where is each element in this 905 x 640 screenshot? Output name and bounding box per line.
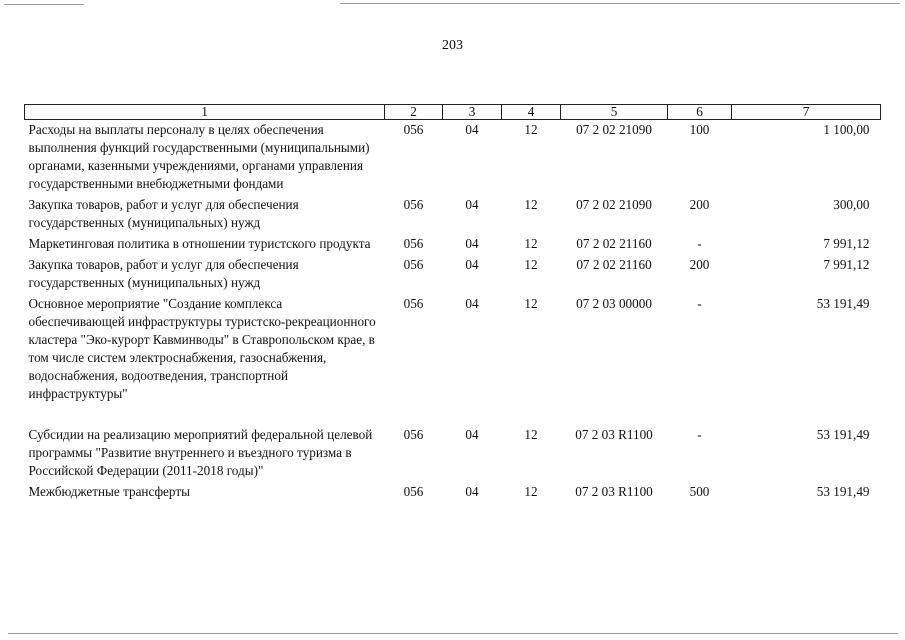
scan-edge-line-top-left — [4, 4, 84, 5]
row-target-article: 07 2 02 21090 — [576, 197, 652, 212]
table-row — [25, 195, 881, 234]
row-subsection: 12 — [524, 197, 538, 212]
row-ministry: 056 — [403, 122, 424, 137]
row-subsection: 12 — [524, 236, 538, 251]
table-header — [25, 105, 881, 120]
table-row — [25, 234, 881, 255]
row-section: 04 — [465, 197, 479, 212]
row-amount: 7 991,12 — [823, 257, 870, 272]
row-name: Межбюджетные трансферты — [28, 484, 190, 499]
row-amount: 53 191,49 — [816, 427, 870, 442]
row-ministry: 056 — [403, 236, 424, 251]
row-ministry: 056 — [403, 296, 424, 311]
row-name: Закупка товаров, работ и услуг для обеспечения государственных (муниципальных) нужд — [28, 197, 299, 230]
header-col-5: 5 — [561, 105, 668, 120]
row-subsection: 12 — [524, 257, 538, 272]
row-expense-type: - — [697, 296, 702, 311]
header-col-1: 1 — [25, 105, 385, 120]
page-number: 203 — [442, 38, 463, 53]
budget-table — [24, 104, 881, 503]
header-col-2: 2 — [385, 105, 443, 120]
row-expense-type: 500 — [689, 484, 710, 499]
row-name: Субсидии на реализацию мероприятий федеральной целевой программы "Развитие внутреннего и въездного туризма в Российской Федерации (2011-2018 годы)" — [28, 427, 373, 478]
row-name: Расходы на выплаты персоналу в целях обеспечения выполнения функций государственными (муниципальными) органами, казенными учреждениями, органами управления государственными внебюджетными фондами — [28, 122, 370, 191]
row-ministry: 056 — [403, 427, 424, 442]
row-ministry: 056 — [403, 197, 424, 212]
row-target-article: 07 2 03 R1100 — [575, 484, 653, 499]
row-ministry: 056 — [403, 257, 424, 272]
row-subsection: 12 — [524, 296, 538, 311]
row-expense-type: - — [697, 236, 702, 251]
row-target-article: 07 2 02 21160 — [576, 236, 652, 251]
table-row — [25, 255, 881, 294]
table-row — [25, 425, 881, 482]
row-target-article: 07 2 02 21090 — [576, 122, 652, 137]
row-target-article: 07 2 02 21160 — [576, 257, 652, 272]
row-name: Основное мероприятие "Создание комплекса обеспечивающей инфраструктуры туристско-рекреационного кластера "Эко-курорт Кавминводы" в Ставропольском крае, в том числе систем электроснабжения, газоснабжения, водоснабжения, водоотведения, транспортной инфраструктуры" — [28, 296, 376, 401]
row-expense-type: 200 — [689, 257, 710, 272]
row-amount: 7 991,12 — [823, 236, 870, 251]
row-name: Закупка товаров, работ и услуг для обеспечения государственных (муниципальных) нужд — [28, 257, 299, 290]
header-col-4: 4 — [502, 105, 561, 120]
row-amount: 53 191,49 — [816, 484, 870, 499]
header-col-6: 6 — [668, 105, 732, 120]
row-amount: 53 191,49 — [816, 296, 870, 311]
row-subsection: 12 — [524, 484, 538, 499]
row-section: 04 — [465, 427, 479, 442]
row-amount: 1 100,00 — [823, 122, 870, 137]
row-expense-type: 200 — [689, 197, 710, 212]
row-section: 04 — [465, 236, 479, 251]
header-col-7: 7 — [732, 105, 881, 120]
row-section: 04 — [465, 484, 479, 499]
table-body — [25, 120, 881, 504]
row-ministry: 056 — [403, 484, 424, 499]
header-col-3: 3 — [443, 105, 502, 120]
row-expense-type: 100 — [689, 122, 710, 137]
table-row — [25, 294, 881, 425]
row-expense-type: - — [697, 427, 702, 442]
row-subsection: 12 — [524, 427, 538, 442]
table-row — [25, 482, 881, 503]
row-subsection: 12 — [524, 122, 538, 137]
row-amount: 300,00 — [833, 197, 870, 212]
row-target-article: 07 2 03 00000 — [576, 296, 652, 311]
row-section: 04 — [465, 257, 479, 272]
scan-edge-line-top-right — [340, 3, 900, 4]
row-name: Маркетинговая политика в отношении туристского продукта — [28, 236, 371, 251]
scan-edge-line-bottom — [8, 633, 898, 634]
row-target-article: 07 2 03 R1100 — [575, 427, 653, 442]
header-row — [25, 105, 881, 120]
table-row — [25, 120, 881, 196]
row-section: 04 — [465, 296, 479, 311]
row-section: 04 — [465, 122, 479, 137]
